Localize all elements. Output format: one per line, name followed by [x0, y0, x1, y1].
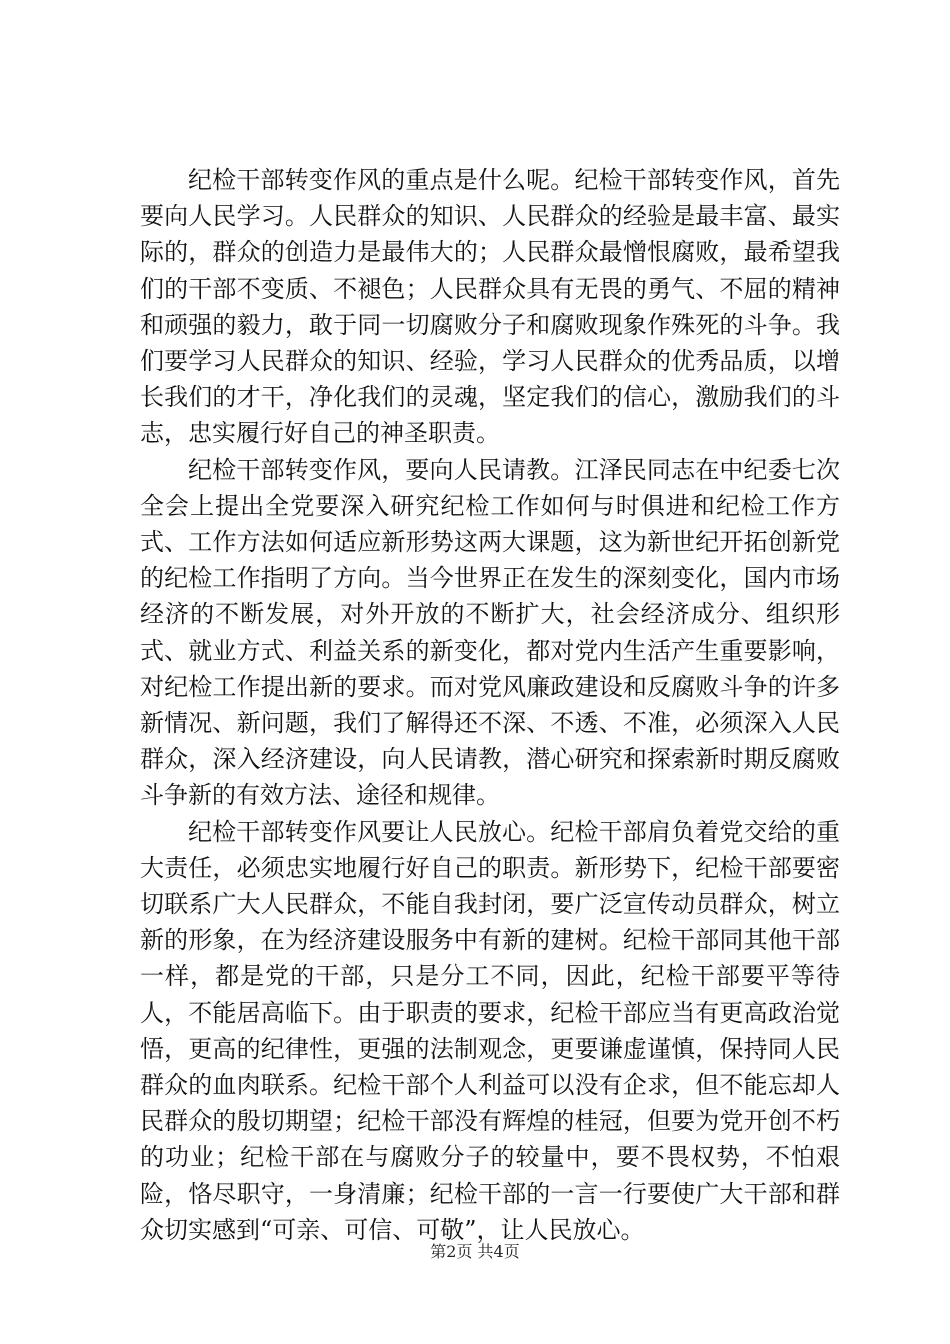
- paragraph-3: 纪检干部转变作风要让人民放心。纪检干部肩负着党交给的重大责任，必须忠实地履行好自己的职责。新形势下，纪检干部要密切联系广大人民群众，不能自我封闭，要广泛宣传动员群众，树立新的形象，在为经济建设服务中有新的建树。纪检干部同其他干部一样，都是党的干部，只是分工不同，因此，纪检干部要平等待人，不能居高临下。由于职责的要求，纪检干部应当有更高政治觉悟，更高的纪律性，更强的法制观念，更要谦虚谨慎，保持同人民群众的血肉联系。纪检干部个人利益可以没有企求，但不能忘却人民群众的殷切期望；纪检干部没有辉煌的桂冠，但要为党开创不朽的功业；纪检干部在与腐败分子的较量中，要不畏权势，不怕艰险，恪尽职守，一身清廉；纪检干部的一言一行要使广大干部和群众切实感到“可亲、可信、可敬”，让人民放心。: [140, 817, 840, 1244]
- paragraph-1: 纪检干部转变作风的重点是什么呢。纪检干部转变作风，首先要向人民学习。人民群众的知识、人民群众的经验是最丰富、最实际的，群众的创造力是最伟大的；人民群众最憎恨腐败，最希望我们的干部不变质、不褪色；人民群众具有无畏的勇气、不屈的精神和顽强的毅力，敢于同一切腐败分子和腐败现象作殊死的斗争。我们要学习人民群众的知识、经验，学习人民群众的优秀品质，以增长我们的才干，净化我们的灵魂，坚定我们的信心，激励我们的斗志，忠实履行好自己的神圣职责。: [140, 166, 840, 448]
- document-body: [140, 162, 840, 1248]
- paragraph-2: 纪检干部转变作风，要向人民请教。江泽民同志在中纪委七次全会上提出全党要深入研究纪检工作如何与时俱进和纪检工作方式、工作方法如何适应新形势这两大课题，这为新世纪开拓创新党的纪检工作指明了方向。当今世界正在发生的深刻变化，国内市场经济的不断发展，对外开放的不断扩大，社会经济成分、组织形式、就业方式、利益关系的新变化，都对党内生活产生重要影响，对纪检工作提出新的要求。而对党风廉政建设和反腐败斗争的许多新情况、新问题，我们了解得还不深、不透、不准，必须深入人民群众，深入经济建设，向人民请教，潜心研究和探索新时期反腐败斗争新的有效方法、途径和规律。: [140, 455, 840, 810]
- page-footer: 第2页 共4页: [430, 1242, 520, 1261]
